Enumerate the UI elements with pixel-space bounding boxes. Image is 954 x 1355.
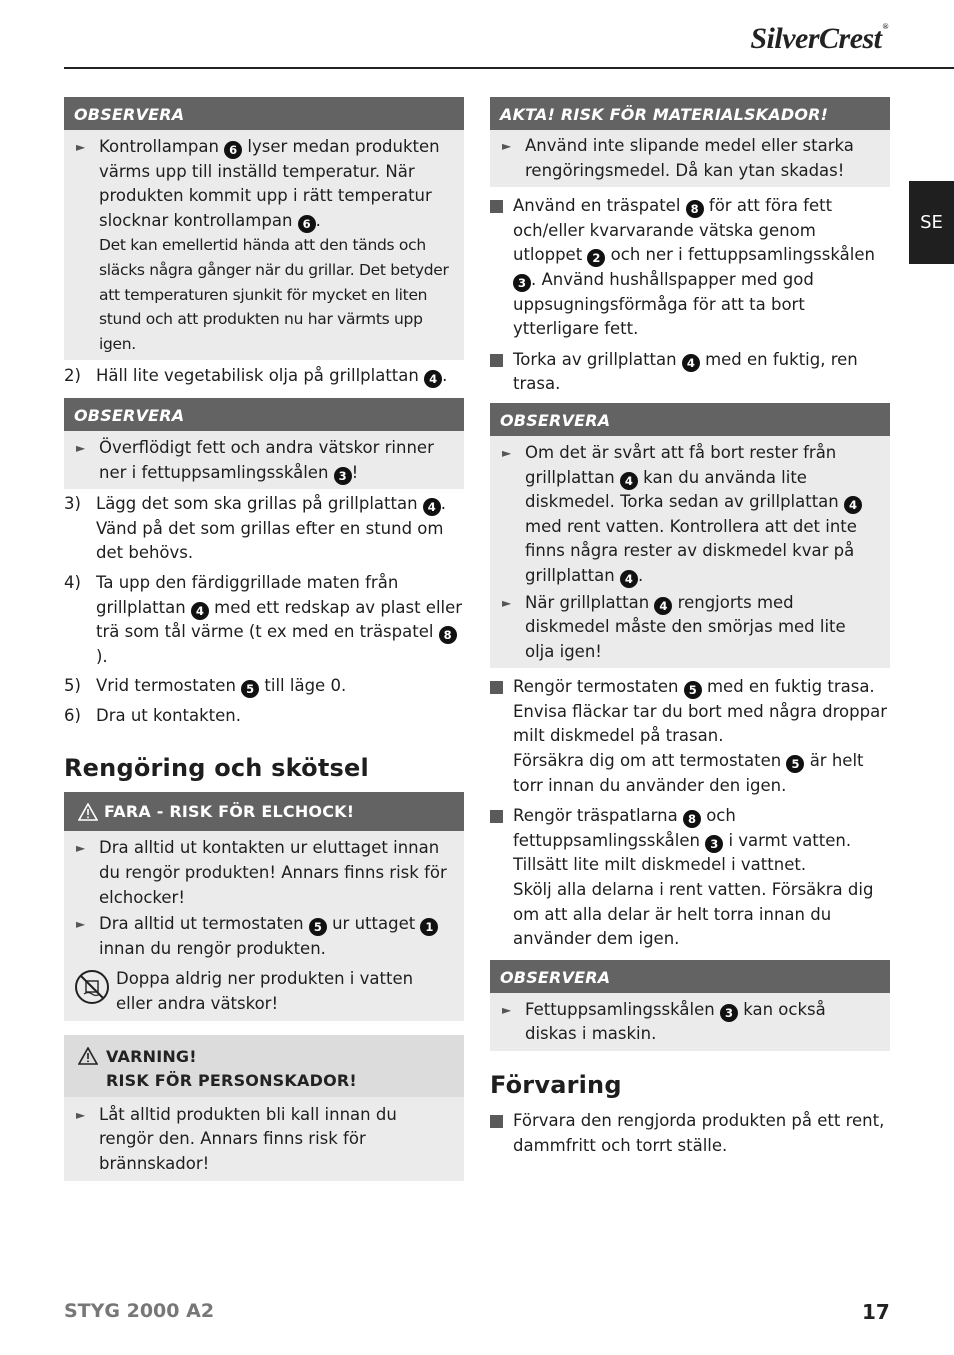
warning-triangle-icon <box>78 803 98 821</box>
step-3: 3) Lägg det som ska grillas på grillplattan 4 . Vänd på det som grillas efter en stund om det behövs. <box>64 494 447 563</box>
ref-number-icon: 8 <box>683 810 701 828</box>
ref-number-icon: 4 <box>423 498 441 516</box>
warning-triangle-icon <box>78 1047 98 1065</box>
square-bullet-icon <box>490 1109 513 1158</box>
list-item: ► Dra alltid ut termostaten 5 ur uttaget 1 innan du rengör produkten. <box>74 912 454 961</box>
ref-number-icon: 5 <box>241 680 259 698</box>
ref-number-icon: 8 <box>686 200 704 218</box>
ref-number-icon: 4 <box>424 370 442 388</box>
danger-box <box>64 792 464 1020</box>
header-rule <box>64 67 954 69</box>
note-title: OBSERVERA <box>490 960 890 993</box>
arrow-bullet-icon: ► <box>76 140 86 154</box>
language-tab: SE <box>909 181 954 264</box>
section-heading: Förvaring <box>490 1071 622 1099</box>
list-item: ► Låt alltid produkten bli kall innan du rengör den. Annars finns risk för brännskador! <box>74 1103 454 1177</box>
ref-number-icon: 8 <box>439 626 457 644</box>
step-4: 4) Ta upp den färdiggrillade maten från grillplattan 4 med ett redskap av plast eller trä som tål värme (t ex med en träspatel 8). <box>64 572 463 666</box>
right-column <box>490 97 890 1158</box>
arrow-bullet-icon: ► <box>502 139 512 153</box>
list-item: ► Överflödigt fett och andra vätskor rinner ner i fettuppsamlingsskålen 3 ! <box>74 436 454 485</box>
warning-title: VARNING! RISK FÖR PERSONSKADOR! <box>64 1035 464 1097</box>
arrow-bullet-icon: ► <box>502 595 512 610</box>
note-title: OBSERVERA <box>490 403 890 436</box>
list-item: ► Kontrollampan 6 lyser medan produkten värms upp till inställd temperatur. När produkten kommit upp i rätt temperatur slocknar kontrollampan 6 . Det kan emellertid hända att den tänds och släcks några gånger när du grillar. Det betyder att temperaturen sjunkit för mycket en liten stund och att produkten nu har värmts upp igen. <box>74 135 454 356</box>
step-5: 5) Vrid termostaten 5 till läge 0. <box>64 676 347 697</box>
arrow-bullet-icon: ► <box>502 1002 512 1017</box>
ref-number-icon: 3 <box>720 1004 738 1022</box>
note-title: OBSERVERA <box>64 97 464 130</box>
caution-title: AKTA! RISK FÖR MATERIALSKADOR! <box>490 97 890 130</box>
ref-number-icon: 4 <box>620 472 638 490</box>
ref-number-icon: 6 <box>298 215 316 233</box>
ref-number-icon: 3 <box>513 274 531 292</box>
list-item: ► Fettuppsamlingsskålen 3 kan också diskas i maskin. <box>500 998 880 1047</box>
note-box-2 <box>64 398 464 489</box>
bullet-item: Förvara den rengjorda produkten på ett rent, dammfritt och torrt ställe. <box>490 1109 890 1158</box>
brand-logo: SilverCrest® <box>750 22 888 55</box>
caution-box <box>490 97 890 187</box>
step-6: 6) Dra ut kontakten. <box>64 705 241 725</box>
square-bullet-icon <box>490 804 513 952</box>
arrow-bullet-icon: ► <box>502 445 512 460</box>
note-box-1 <box>64 97 464 360</box>
ref-number-icon: 6 <box>224 141 242 159</box>
ref-number-icon: 4 <box>191 602 209 620</box>
list-item: ► När grillplattan 4 rengjorts med diskmedel måste den smörjas med lite olja igen! <box>500 591 880 665</box>
arrow-bullet-icon: ► <box>76 1107 86 1122</box>
ref-number-icon: 5 <box>684 681 702 699</box>
bullet-item: Rengör termostaten 5 med en fuktig trasa. Envisa fläckar tar du bort med några droppar milt diskmedel på trasan. Försäkra dig om att termostaten 5 är helt torr innan du använder den igen. <box>490 675 890 798</box>
left-column <box>64 97 464 1181</box>
ref-number-icon: 4 <box>682 354 700 372</box>
step-2: 2) Häll lite vegetabilisk olja på grillplattan 4 . <box>64 366 448 387</box>
no-water-notice: Doppa aldrig ner produkten i vatten eller andra vätskor! <box>74 967 454 1016</box>
footer-model: STYG 2000 A2 <box>64 1300 215 1322</box>
list-item: ► Dra alltid ut kontakten ur eluttaget innan du rengör produkten! Annars finns risk för elchocker! <box>74 836 454 910</box>
danger-title: FARA - RISK FÖR ELCHOCK! <box>64 792 464 831</box>
note-box-3 <box>490 403 890 668</box>
ref-number-icon: 3 <box>705 835 723 853</box>
square-bullet-icon <box>490 194 513 342</box>
note-title: OBSERVERA <box>64 398 464 431</box>
ref-number-icon: 4 <box>844 496 862 514</box>
bullet-item: Torka av grillplattan 4 med en fuktig, ren trasa. <box>490 348 890 397</box>
arrow-bullet-icon: ► <box>76 841 86 856</box>
ref-number-icon: 3 <box>334 467 352 485</box>
ref-number-icon: 4 <box>654 597 672 615</box>
bullet-item: Rengör träspatlarna 8 och fettuppsamlingsskålen 3 i varmt vatten. Tillsätt lite milt diskmedel i vattnet. Skölj alla delarna i rent vatten. Försäkra dig om att alla delar är helt torra innan du använder dem igen. <box>490 804 890 952</box>
no-water-icon <box>74 969 110 1005</box>
square-bullet-icon <box>490 675 513 798</box>
bullet-item: Använd en träspatel 8 för att föra fett och/eller kvarvarande vätska genom utloppet 2 och ner i fettuppsamlingsskålen 3 . Använd hushållspapper med god uppsugningsförmåga för att ta bort ytterligare fett. <box>490 194 890 342</box>
ref-number-icon: 2 <box>587 249 605 267</box>
arrow-bullet-icon: ► <box>76 440 86 455</box>
square-bullet-icon <box>490 348 513 397</box>
list-item: ► Använd inte slipande medel eller starka rengöringsmedel. Då kan ytan skadas! <box>500 134 880 183</box>
list-item: ► Om det är svårt att få bort rester från grillplattan 4 kan du använda lite diskmedel. Torka sedan av grillplattan 4 med rent vatten. Kontrollera att det inte finns några rester av diskmedel kvar på grillplattan 4 . <box>500 441 880 589</box>
ref-number-icon: 1 <box>420 918 438 936</box>
arrow-bullet-icon: ► <box>76 917 86 932</box>
ref-number-icon: 5 <box>309 918 327 936</box>
ref-number-icon: 5 <box>786 755 804 773</box>
ref-number-icon: 4 <box>620 570 638 588</box>
note-box-4 <box>490 960 890 1051</box>
section-heading: Rengöring och skötsel <box>64 754 369 783</box>
page-number: 17 <box>862 1300 890 1324</box>
warning-box <box>64 1035 464 1182</box>
